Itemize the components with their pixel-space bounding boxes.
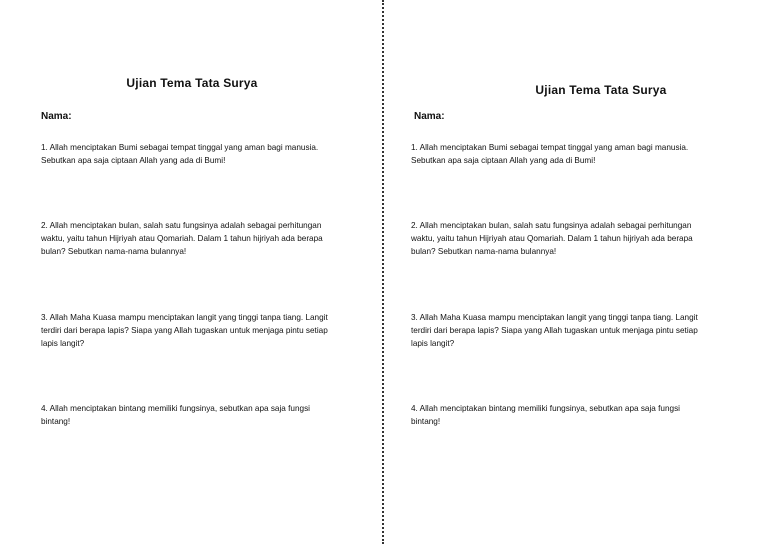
question-2: 2. Allah menciptakan bulan, salah satu fungsinya adalah sebagai perhitungan waktu, yaitu tahun Hijriyah atau Qomariah. Dalam 1 tahun hijriyah ada berapa bulan? Sebutkan nama-nama bulannya!: [411, 221, 693, 256]
question-2: 2. Allah menciptakan bulan, salah satu fungsinya adalah sebagai perhitungan waktu, yaitu tahun Hijriyah atau Qomariah. Dalam 1 tahun hijriyah ada berapa bulan? Sebutkan nama-nama bulannya!: [41, 221, 323, 256]
question-4: 4. Allah menciptakan bintang memiliki fungsinya, sebutkan apa saja fungsi bintang!: [411, 404, 680, 426]
question-4: 4. Allah menciptakan bintang memiliki fungsinya, sebutkan apa saja fungsi bintang!: [41, 404, 310, 426]
name-label: Nama:: [41, 111, 72, 122]
exam-title: Ujian Tema Tata Surya: [535, 83, 667, 97]
question-3: 3. Allah Maha Kuasa mampu menciptakan langit yang tinggi tanpa tiang. Langit terdiri dari berapa lapis? Siapa yang Allah tugaskan untuk menjaga pintu setiap lapis langit?: [41, 313, 328, 348]
question-3: 3. Allah Maha Kuasa mampu menciptakan langit yang tinggi tanpa tiang. Langit terdiri dari berapa lapis? Siapa yang Allah tugaskan untuk menjaga pintu setiap lapis langit?: [411, 313, 698, 348]
question-1: 1. Allah menciptakan Bumi sebagai tempat tinggal yang aman bagi manusia. Sebutkan apa saja ciptaan Allah yang ada di Bumi!: [41, 143, 319, 165]
exam-sheet-right: [384, 0, 768, 544]
name-label: Nama:: [414, 111, 445, 122]
exam-title: Ujian Tema Tata Surya: [126, 76, 258, 90]
question-1: 1. Allah menciptakan Bumi sebagai tempat tinggal yang aman bagi manusia. Sebutkan apa saja ciptaan Allah yang ada di Bumi!: [411, 143, 689, 165]
